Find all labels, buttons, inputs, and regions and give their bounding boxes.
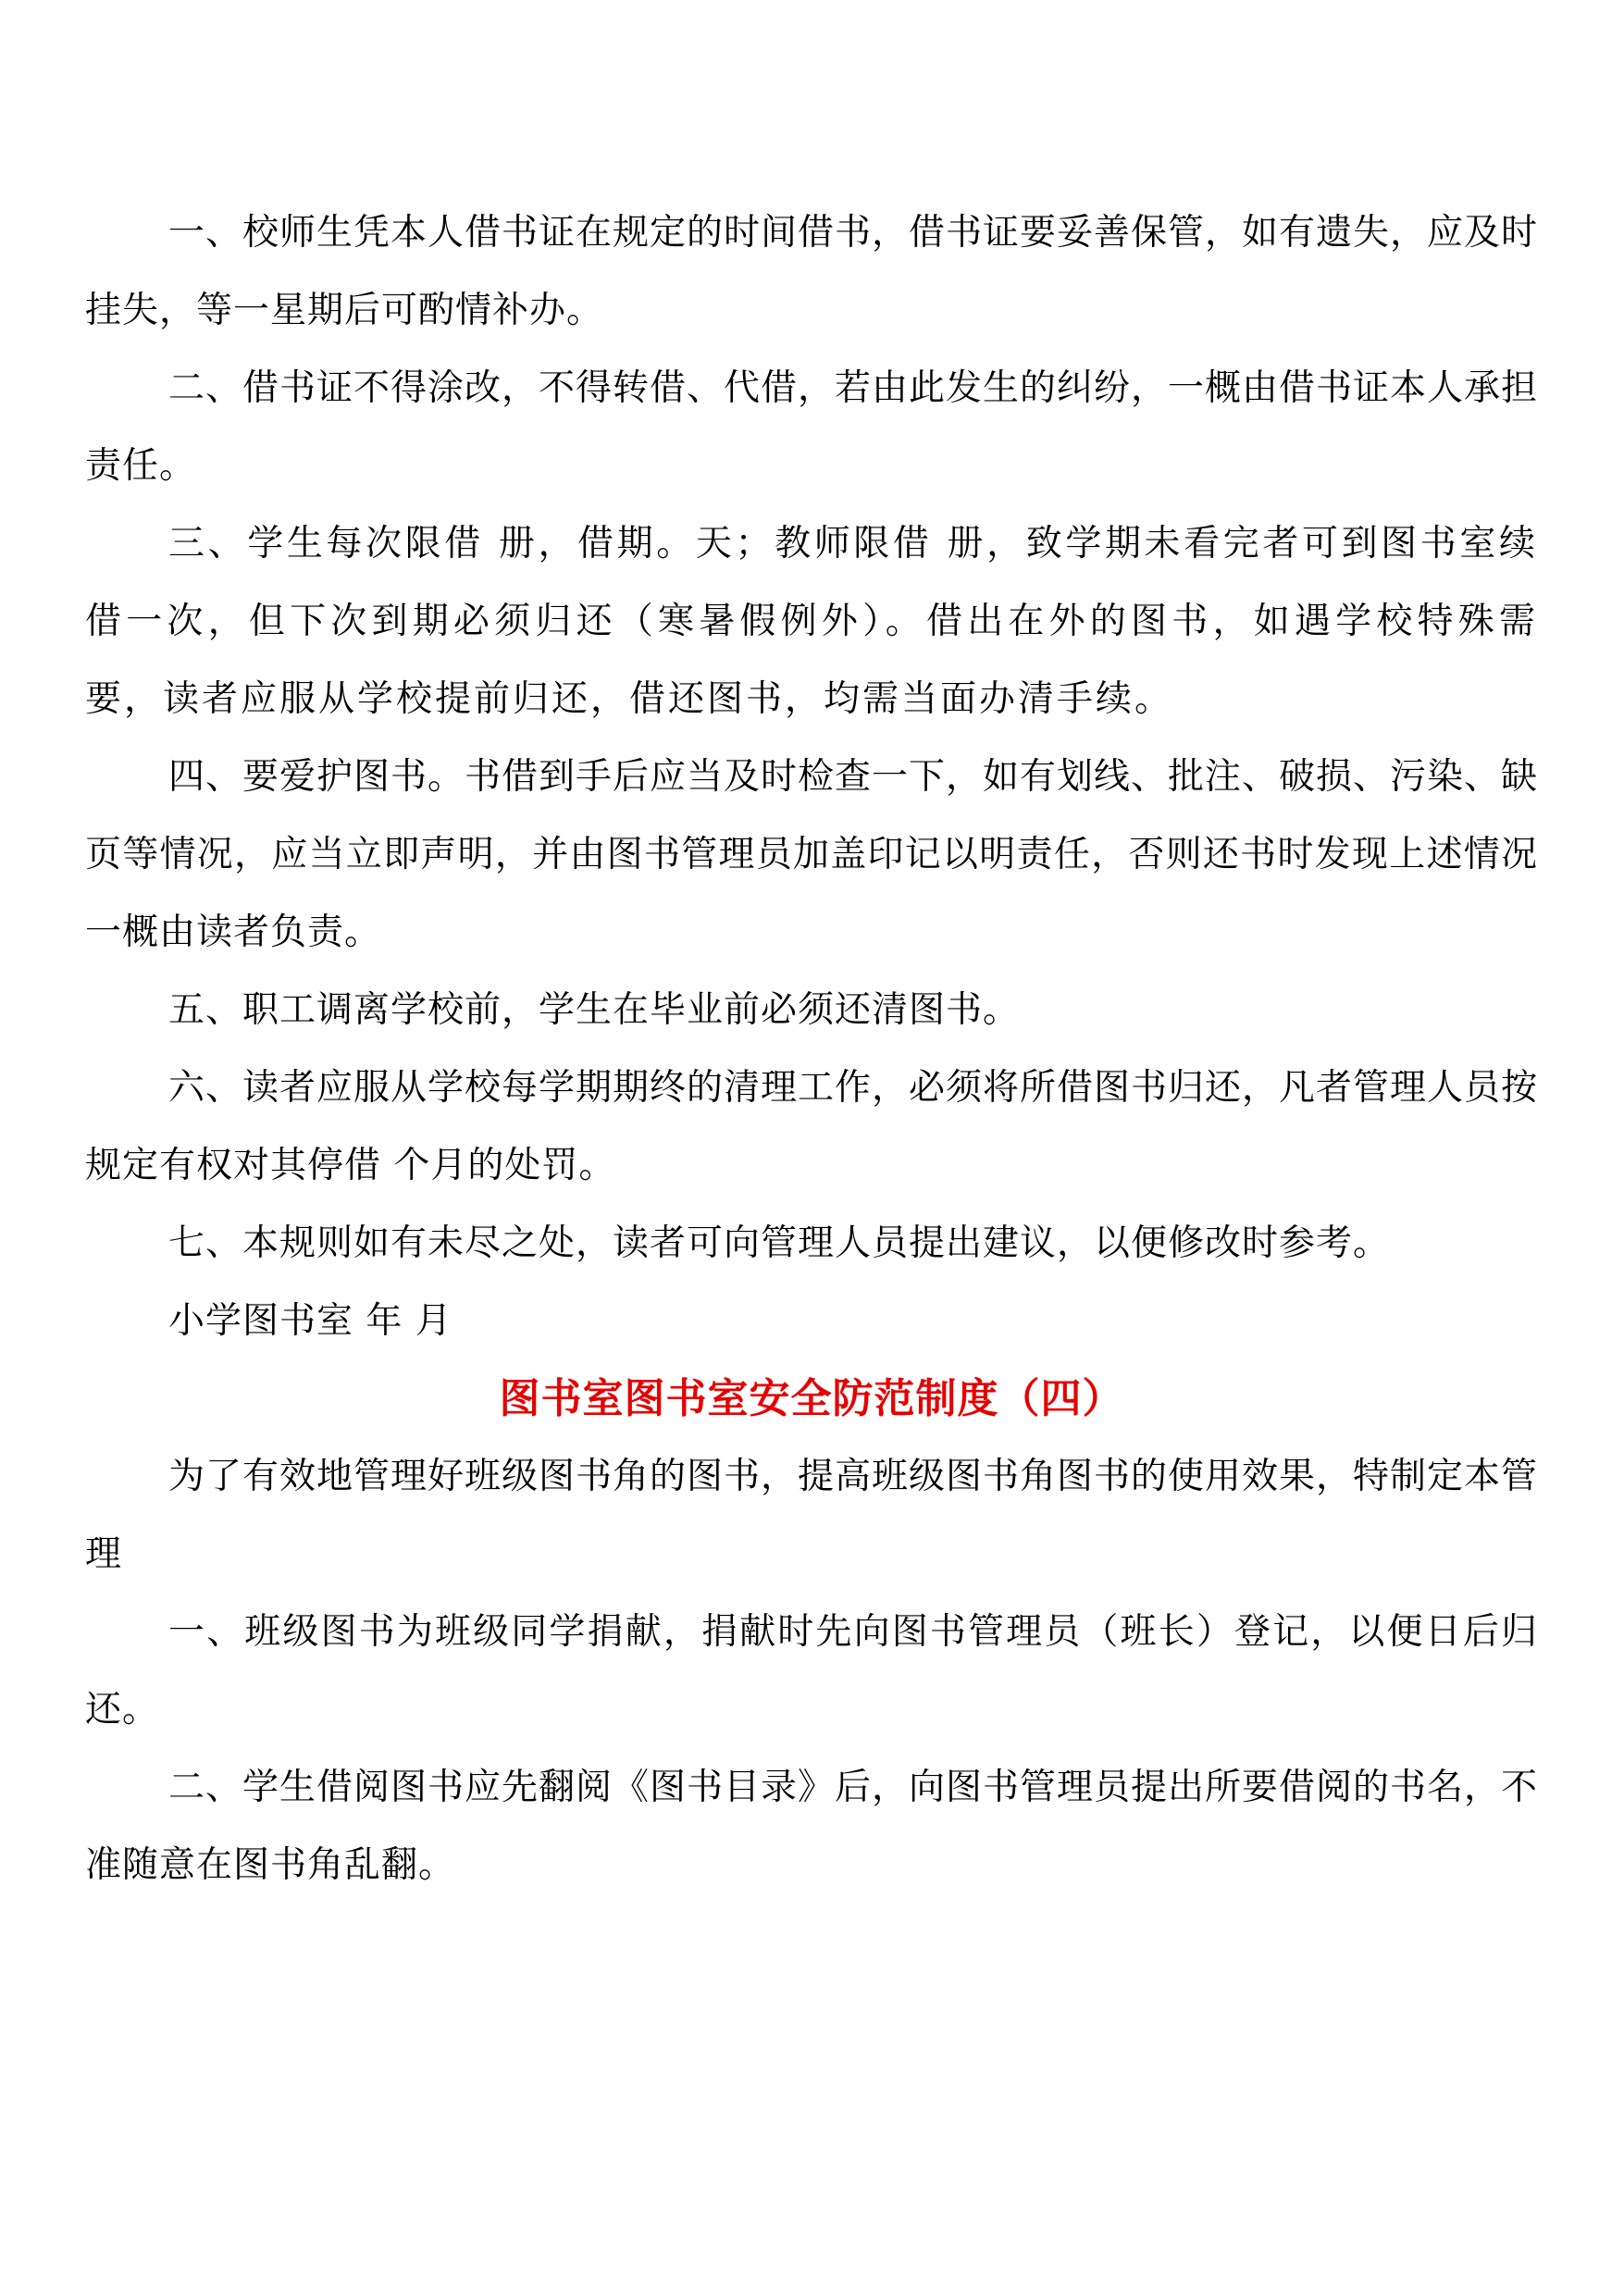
rule-paragraph-7: 七、本规则如有未尽之处，读者可向管理人员提出建议，以便修改时参考。 [168, 1222, 1391, 1264]
signature-line: 小学图书室 年 月 [168, 1300, 452, 1342]
rule-paragraph-3: 三、学生每次限借 册，借期。天；教师限借 册，致学期未看完者可到图书室续借一次，但下次到期必须归还（寒暑假例外）。借出在外的图书，如遇学校特殊需要，读者应服从学校提前归还，借还图书，均需当面办清手续。 [85, 523, 1538, 720]
section-title: 图书室图书室安全防范制度（四） [499, 1375, 1124, 1422]
intro-paragraph: 为了有效地管理好班级图书角的图书，提高班级图书角图书的使用效果，特制定本管理 [85, 1456, 1539, 1575]
rule-paragraph-6: 六、读者应服从学校每学期期终的清理工作，必须将所借图书归还，凡者管理人员按规定有权对其停借 个月的处罚。 [85, 1067, 1539, 1186]
rule-paragraph-2: 二、借书证不得涂改，不得转借、代借，若由此发生的纠纷，一概由借书证本人承担责任。 [85, 367, 1539, 487]
rule-paragraph-4: 四、要爱护图书。书借到手后应当及时检查一下，如有划线、批注、破损、污染、缺页等情况，应当立即声明，并由图书管理员加盖印记以明责任，否则还书时发现上述情况一概由读者负责。 [85, 756, 1539, 953]
document-body [85, 194, 1538, 1904]
rule-paragraph-5: 五、职工调离学校前，学生在毕业前必须还清图书。 [168, 989, 1021, 1031]
class-rule-paragraph-2: 二、学生借阅图书应先翻阅《图书目录》后，向图书管理员提出所要借阅的书名，不准随意在图书角乱翻。 [85, 1767, 1539, 1886]
rule-paragraph-1: 一、校师生凭本人借书证在规定的时间借书，借书证要妥善保管，如有遗失，应及时挂失，等一星期后可酌情补办。 [85, 212, 1539, 331]
class-rule-paragraph-1: 一、班级图书为班级同学捐献，捐献时先向图书管理员（班长）登记，以便日后归还。 [85, 1611, 1538, 1731]
